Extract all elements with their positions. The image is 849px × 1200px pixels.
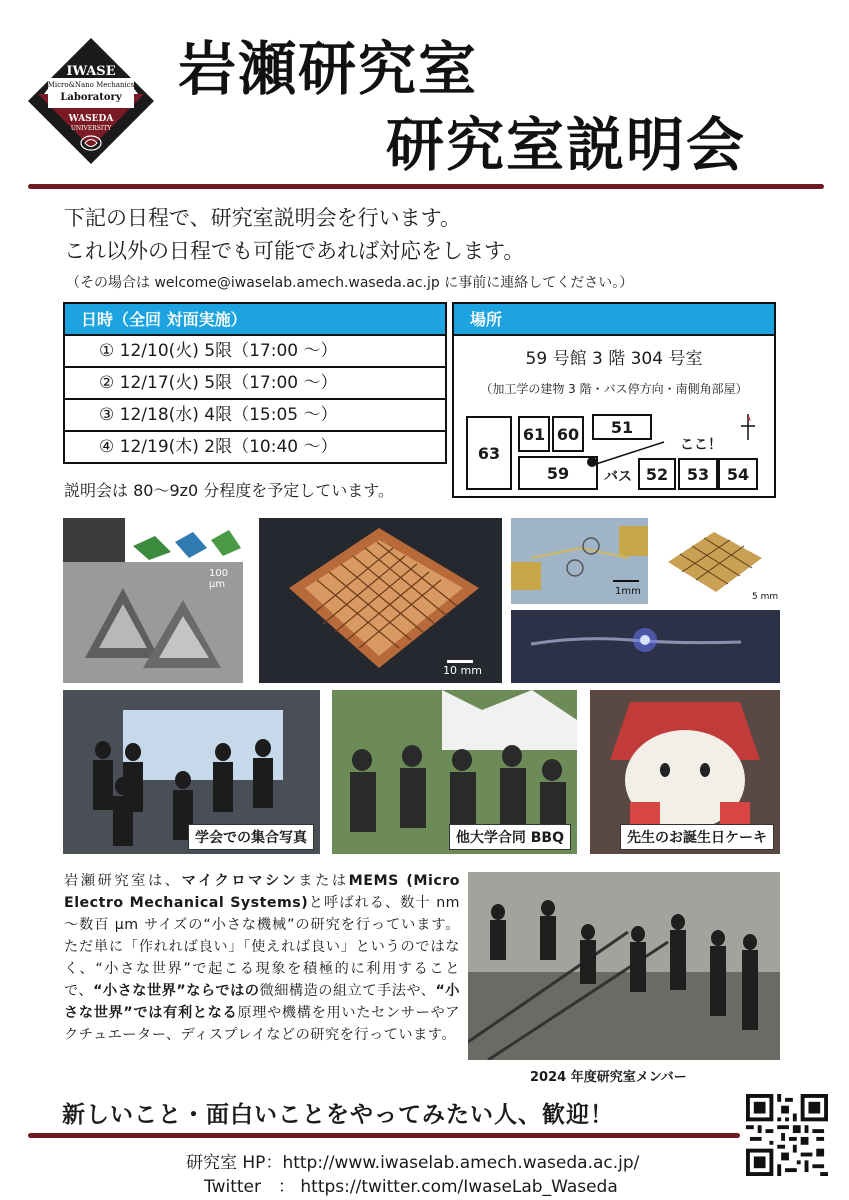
logo-middle-text: Micro&Nano Mechanics xyxy=(47,81,135,89)
photo-caption: 学会での集合写真 xyxy=(188,824,314,850)
micromirror-array-photo xyxy=(259,518,502,683)
building-54: 54 xyxy=(718,458,758,490)
homepage-link[interactable]: 研究室 HP：http://www.iwaselab.amech.waseda.ac.jp/ xyxy=(186,1153,640,1173)
intro-line-2: これ以外の日程でも可能であれば対応をします。 xyxy=(64,239,525,263)
lab-logo xyxy=(26,36,156,166)
north-arrow-icon xyxy=(738,412,758,442)
qr-code[interactable] xyxy=(746,1094,828,1176)
building-60: 60 xyxy=(552,416,584,452)
sem-micro-structures-photo xyxy=(63,518,243,683)
photo-caption: 他大学合同 BBQ xyxy=(449,824,571,850)
page-title: 岩瀬研究室 xyxy=(178,35,479,103)
place-address: 59 号館 3 階 304 号室 xyxy=(525,349,703,369)
building-61: 61 xyxy=(518,416,550,452)
scale-label: 1mm xyxy=(615,586,641,597)
bbq-photo xyxy=(332,690,577,854)
desc-text: 岩瀬研究室は、 xyxy=(64,873,182,889)
birthday-cake-photo xyxy=(590,690,780,854)
campus-map xyxy=(454,404,774,494)
waseda-emblem-icon xyxy=(79,134,103,152)
scale-label: 100 μm xyxy=(209,568,229,590)
conference-group-photo xyxy=(63,690,320,854)
place-detail: （加工学の建物 3 階・バス停方向・南側角部屋） xyxy=(480,382,748,396)
building-51: 51 xyxy=(592,414,652,440)
top-divider xyxy=(28,184,824,189)
desc-text: または xyxy=(298,873,349,889)
photo-caption: 先生のお誕生日ケーキ xyxy=(620,824,774,850)
page-subtitle: 研究室説明会 xyxy=(386,111,747,179)
building-63: 63 xyxy=(466,416,512,490)
building-59: 59 xyxy=(518,456,598,490)
welcome-message: 新しいこと・面白いことをやってみたい人、歓迎！ xyxy=(62,1102,614,1128)
desc-bold: “小さな世界”ならではの xyxy=(93,983,260,999)
bus-label: バス xyxy=(604,469,632,485)
logo-top-text: IWASE xyxy=(66,64,116,79)
schedule-row: ② 12/17(火) 5限（17:00 ～） xyxy=(65,368,445,400)
scale-bar xyxy=(447,660,473,663)
desc-text: と呼ばれる、数十 nm ～数百 μm サイズの“小さな機械”の研究を行っています。ただ単に「作れれば良い」「使えれば良い」というのではなく、“小さな世界”で起こる現象を積極的に利用することで、 xyxy=(64,895,461,999)
schedule-box xyxy=(63,302,447,464)
scale-label: 5 mm xyxy=(752,592,779,602)
scale-label: 10 mm xyxy=(443,664,482,677)
lab-description xyxy=(64,870,460,1046)
contact-note: （その場合は welcome@iwaselab.amech.waseda.ac.jp に事前に連絡してください。） xyxy=(66,275,634,291)
building-53: 53 xyxy=(678,458,718,490)
logo-waseda-text: WASEDA xyxy=(68,114,114,124)
here-pointer xyxy=(574,428,684,468)
desc-bold: MEMS (Micro Electro Mechanical Systems) xyxy=(64,873,460,911)
schedule-row: ③ 12/18(水) 4限（15:05 ～） xyxy=(65,400,445,432)
here-label: ここ！ xyxy=(680,437,722,453)
members-caption: 2024 年度研究室メンバー xyxy=(530,1070,687,1085)
logo-university-text: UNIVERSITY xyxy=(70,125,112,132)
schedule-heading: 日時（全回 対面実施） xyxy=(65,304,445,336)
schedule-row: ④ 12/19(木) 2限（10:40 ～） xyxy=(99,437,338,457)
desc-text: 原理や機構を用いたセンサーやアクチュエーター、ディスプレイなどの研究を行っています。 xyxy=(64,1005,460,1043)
lab-members-photo xyxy=(468,872,780,1060)
desc-text: 微細構造の組立て手法や、 xyxy=(259,983,436,999)
place-box xyxy=(452,302,776,498)
place-heading: 場所 xyxy=(454,304,774,336)
sensor-chip-photo xyxy=(511,518,648,604)
desc-bold: “小さな世界”では有利となる xyxy=(64,983,460,1021)
intro-line-1: 下記の日程で、研究室説明会を行います。 xyxy=(64,206,461,230)
folded-mesh-photo xyxy=(650,518,780,604)
desc-bold: マイクロマシン xyxy=(181,873,299,889)
schedule-row: ① 12/10(火) 5限（17:00 ～） xyxy=(65,336,445,368)
scale-bar xyxy=(613,580,639,582)
logo-lab-text: Laboratory xyxy=(60,92,122,103)
building-52: 52 xyxy=(638,458,676,490)
duration-note: 説明会は 80～9z0 分程度を予定しています。 xyxy=(64,481,395,500)
twitter-link[interactable]: Twitter ： https://twitter.com/IwaseLab_Waseda xyxy=(204,1177,618,1197)
light-emitting-device-photo xyxy=(511,610,780,683)
bottom-divider xyxy=(28,1133,740,1138)
